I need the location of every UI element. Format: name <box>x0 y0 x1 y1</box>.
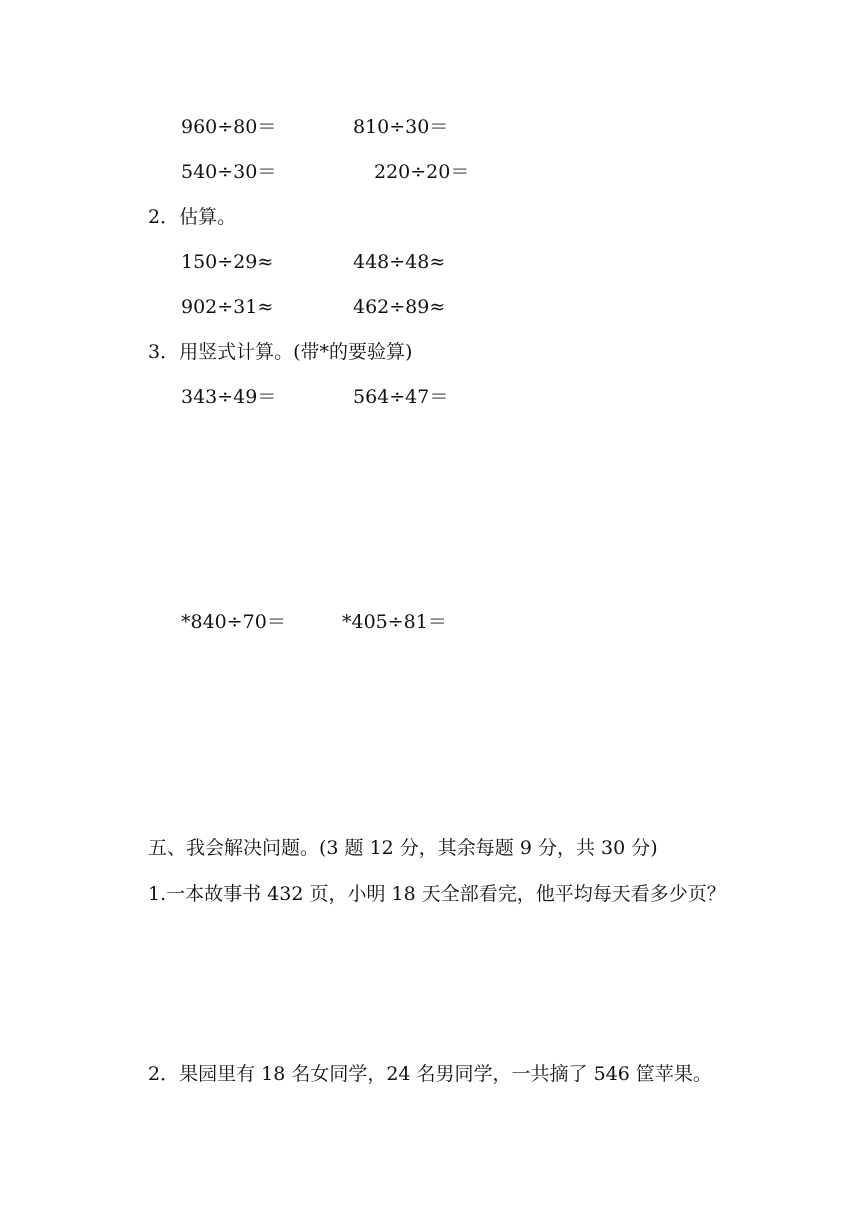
word-problem-2: 2．果园里有 18 名女同学，24 名男同学，一共摘了 546 筐苹果。 <box>148 1063 712 1085</box>
estimate-462-div-89: 462÷89≈ <box>353 296 446 318</box>
vertical-calc-heading: 3．用竖式计算。(带*的要验算) <box>148 341 413 363</box>
estimate-902-div-31: 902÷31≈ <box>181 296 274 318</box>
estimate-heading: 2．估算。 <box>148 206 237 228</box>
vertical-840-div-70: *840÷70＝ <box>181 611 286 633</box>
estimate-448-div-48: 448÷48≈ <box>353 251 446 273</box>
problem-960-div-80: 960÷80＝ <box>181 116 277 138</box>
problem-540-div-30: 540÷30＝ <box>181 161 277 183</box>
section-five-title: 五、我会解决问题。(3 题 12 分，其余每题 9 分，共 30 分) <box>148 837 658 859</box>
vertical-405-div-81: *405÷81＝ <box>342 611 447 633</box>
word-problem-1: 1.一本故事书 432 页，小明 18 天全部看完，他平均每天看多少页？ <box>148 883 726 905</box>
problem-220-div-20: 220÷20＝ <box>374 161 470 183</box>
problem-810-div-30: 810÷30＝ <box>353 116 449 138</box>
vertical-564-div-47: 564÷47＝ <box>353 386 449 408</box>
vertical-343-div-49: 343÷49＝ <box>181 386 277 408</box>
estimate-150-div-29: 150÷29≈ <box>181 251 274 273</box>
